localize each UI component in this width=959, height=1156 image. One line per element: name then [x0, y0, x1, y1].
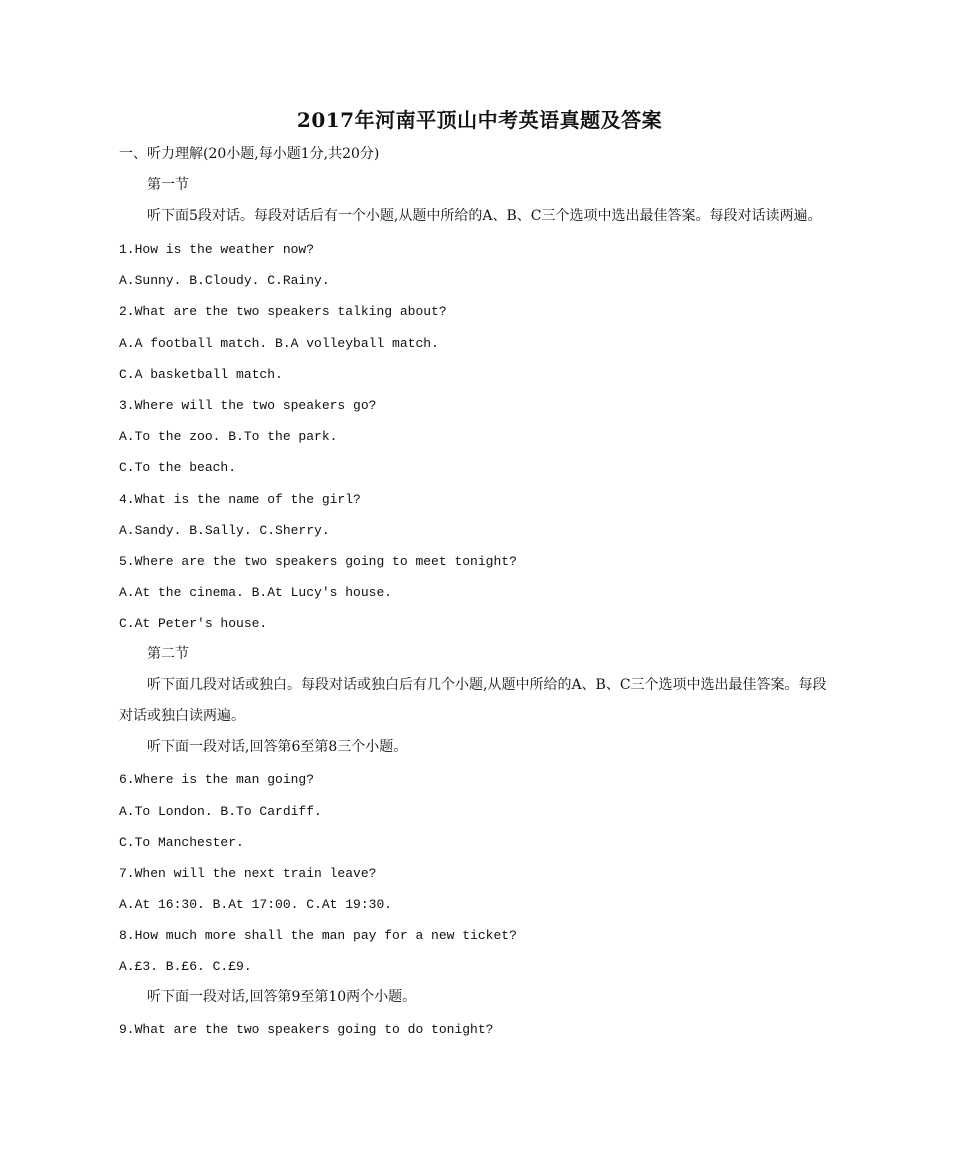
options-2b: C.A basketball match.: [119, 367, 283, 382]
question-3: 3.Where will the two speakers go?: [119, 398, 377, 413]
instruction-part-2b: 对话或独白读两遍。: [119, 708, 245, 724]
instruction-q6-8: 听下面一段对话,回答第6至第8三个小题。: [147, 739, 408, 755]
options-2a: A.A football match. B.A volleyball match.: [119, 336, 439, 351]
instruction-part-2a: 听下面几段对话或独白。每段对话或独白后有几个小题,从题中所给的A、B、C三个选项中选出最佳答案。每段: [147, 677, 827, 693]
question-5: 5.Where are the two speakers going to meet tonight?: [119, 554, 517, 569]
options-3b: C.To the beach.: [119, 460, 237, 475]
part-heading-2: 第二节: [147, 646, 189, 662]
options-8: A.£3. B.£6. C.£9.: [119, 959, 252, 974]
part-heading-1: 第一节: [147, 177, 189, 193]
document-title: 2017年河南平顶山中考英语真题及答案: [296, 108, 663, 132]
options-7: A.At 16:30. B.At 17:00. C.At 19:30.: [119, 897, 393, 912]
options-5a: A.At the cinema. B.At Lucy's house.: [119, 585, 393, 600]
question-8: 8.How much more shall the man pay for a new ticket?: [119, 928, 517, 943]
options-6b: C.To Manchester.: [119, 835, 244, 850]
question-4: 4.What is the name of the girl?: [119, 492, 361, 507]
instruction-q9-10: 听下面一段对话,回答第9至第10两个小题。: [147, 989, 417, 1005]
instruction-part-1: 听下面5段对话。每段对话后有一个小题,从题中所给的A、B、C三个选项中选出最佳答案。每段对话读两遍。: [147, 208, 822, 224]
question-2: 2.What are the two speakers talking about?: [119, 304, 447, 319]
options-3a: A.To the zoo. B.To the park.: [119, 429, 338, 444]
options-4: A.Sandy. B.Sally. C.Sherry.: [119, 523, 330, 538]
options-5b: C.At Peter's house.: [119, 616, 268, 631]
question-6: 6.Where is the man going?: [119, 772, 315, 787]
section-heading-listening: 一、听力理解(20小题,每小题1分,共20分): [119, 146, 380, 162]
options-6a: A.To London. B.To Cardiff.: [119, 804, 322, 819]
question-7: 7.When will the next train leave?: [119, 866, 377, 881]
question-9: 9.What are the two speakers going to do tonight?: [119, 1022, 494, 1037]
question-1: 1.How is the weather now?: [119, 242, 315, 257]
options-1: A.Sunny. B.Cloudy. C.Rainy.: [119, 273, 330, 288]
